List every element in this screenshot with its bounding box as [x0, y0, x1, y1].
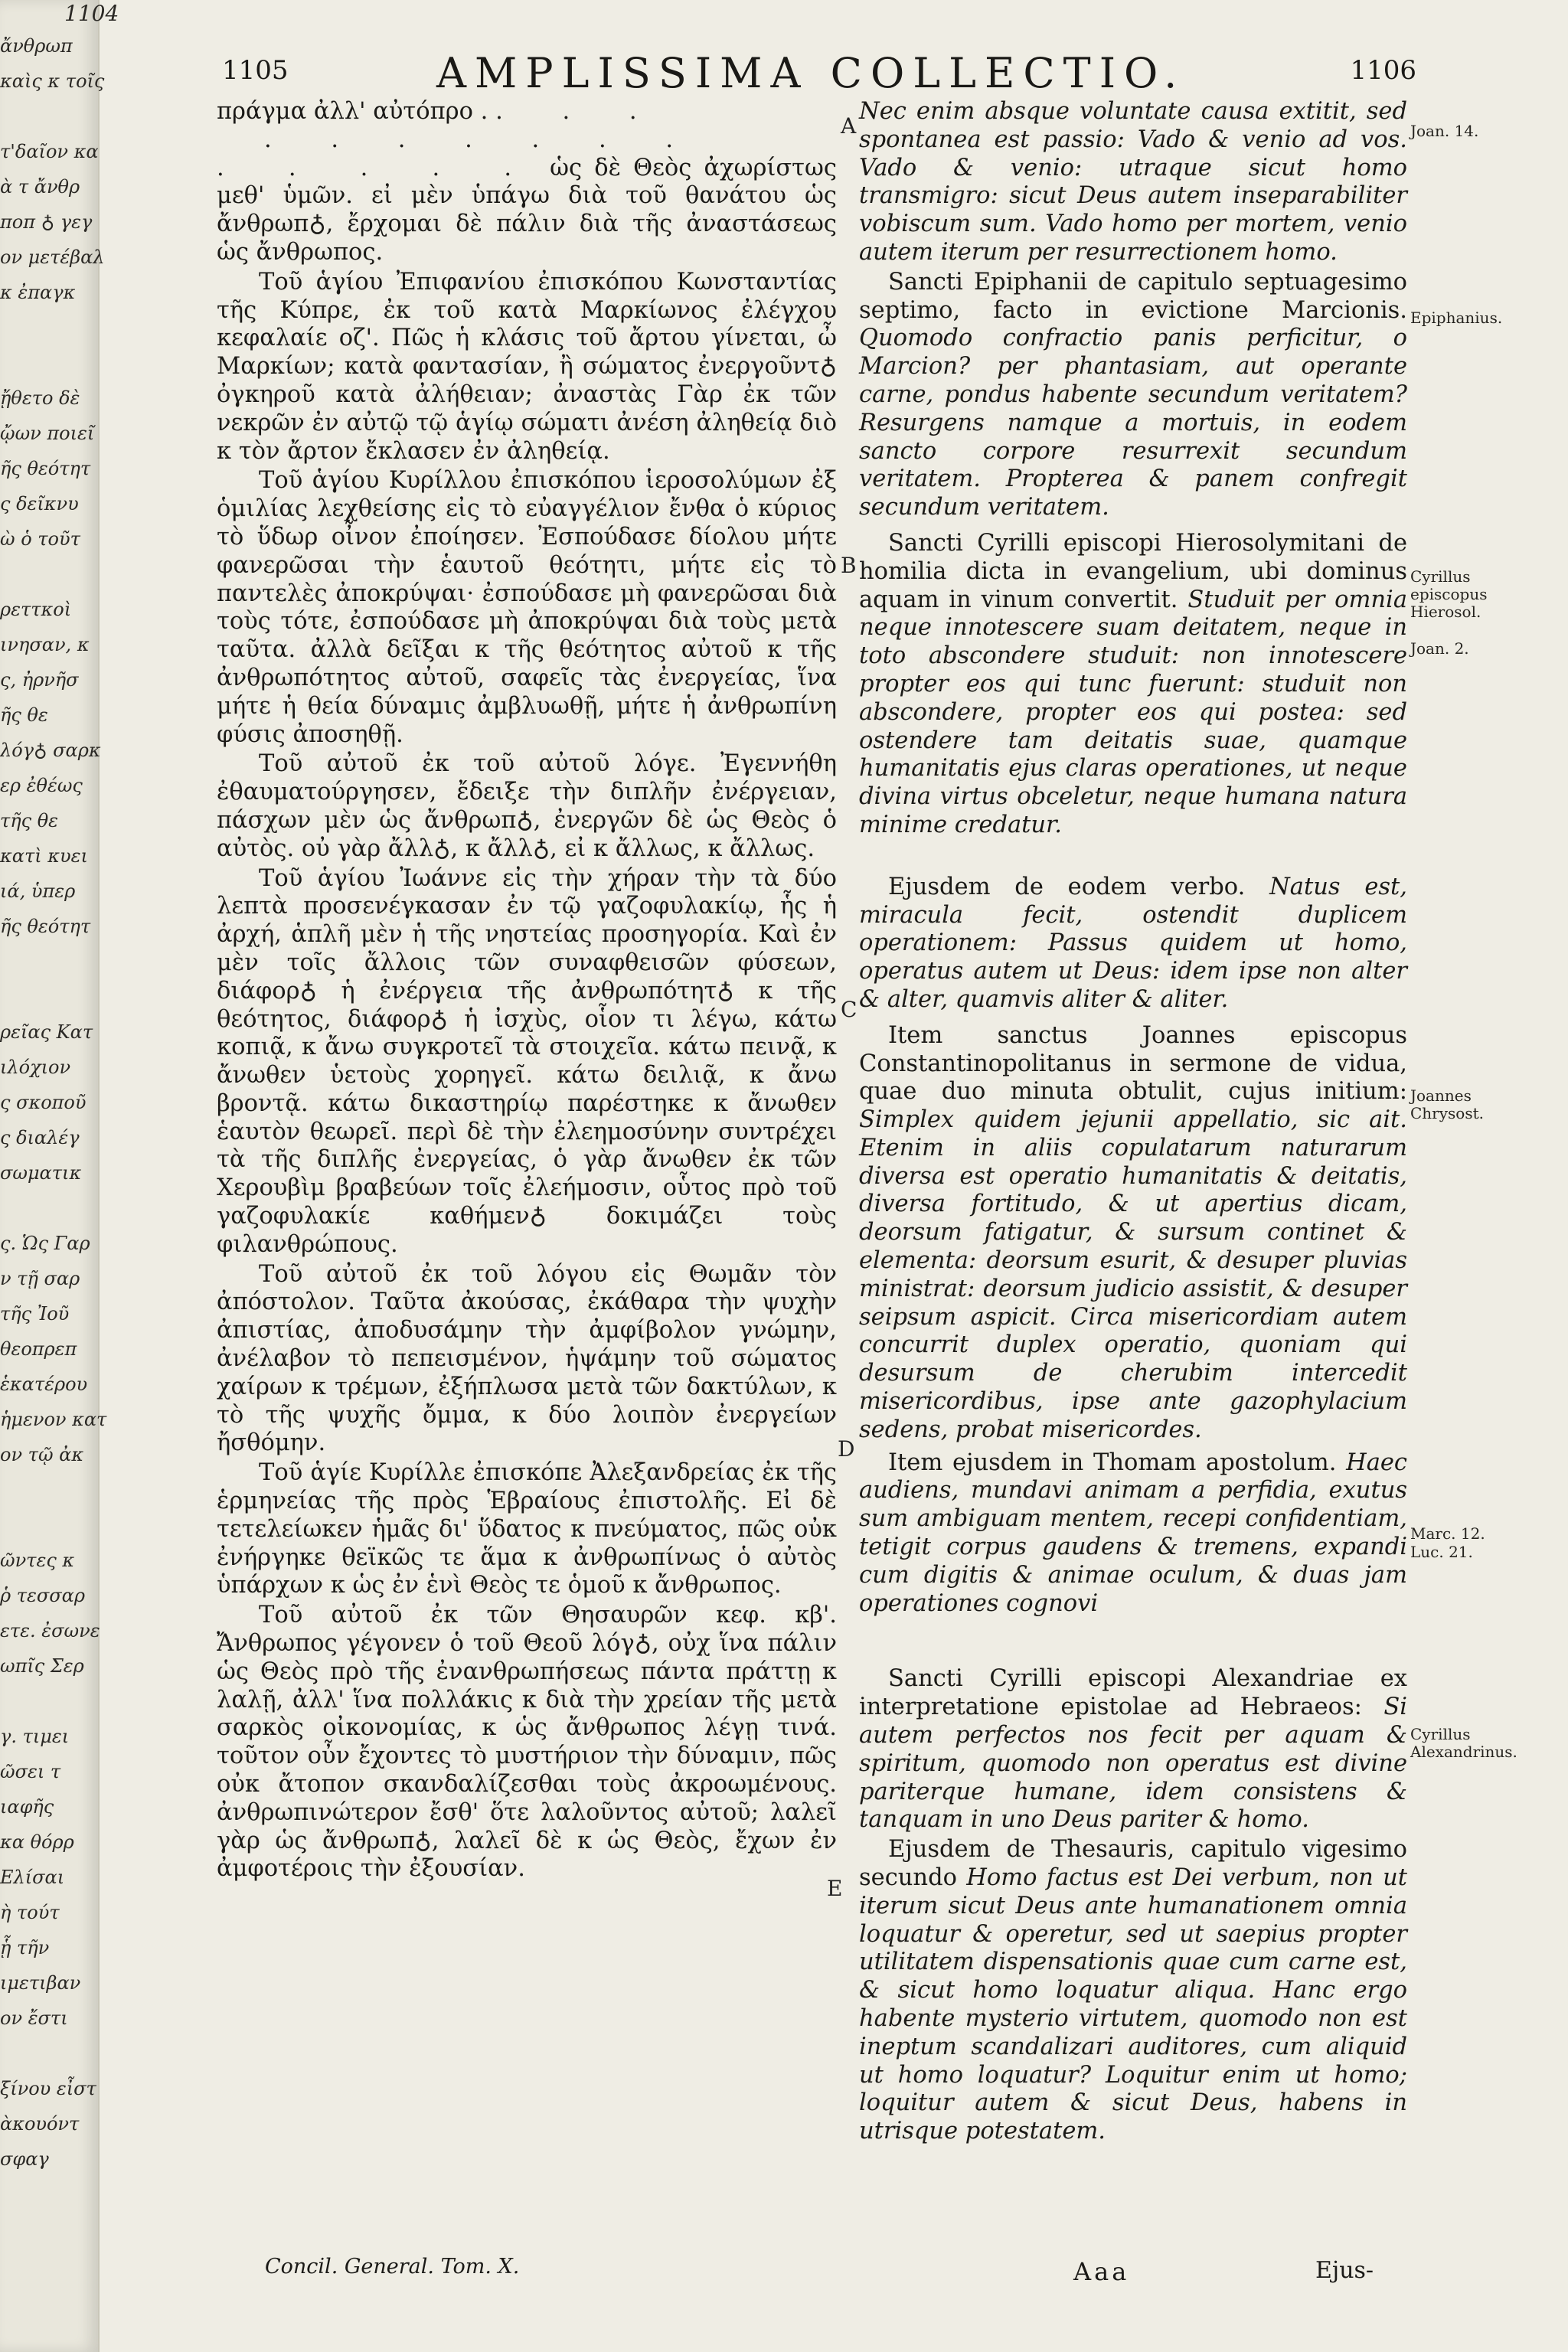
latin-lead: Sancti Cyrilli episcopi Hierosolymitani de homilia dicta in evangelium, ubi dominus aquam in vinum convertit.: [859, 529, 1407, 613]
prev-page-fragment: [0, 2040, 98, 2075]
margin-note-joan14: Joan. 14.: [1410, 122, 1479, 140]
greek-paragraph-same-word: Τοῦ αὐτοῦ ἐκ τοῦ αὐτοῦ λόγε. Ἐγεννήθη ἐθαυματούργησεν, ἔδειξε τὴν διπλῆν ἐνέργειαν, πάσχων μὲν ὡς ἄνθρωπ♁, ἐνεργῶν δὲ ὡς Θεὸς ὁ αὐτὸς. οὐ γὰρ ἄλλ♁, κ ἄλλ♁, εἰ κ ἄλλως, κ ἄλλως.: [217, 750, 837, 862]
greek-paragraph-thomas: Τοῦ αὐτοῦ ἐκ τοῦ λόγου εἰς Θωμᾶν τὸν ἀπόστολον. Ταῦτα ἀκούσας, ἐκάθαρα τὴν ψυχὴν ἀπιστίας, ἀποδυσάμην τὴν ἀμφίβολον γνώμην, ἀνέλαβον τὸ πεπεισμένον, ἡψάμην τοῦ σώματος χαίρων κ τρέμων, ἐξήπλωσα μετὰ τῶν δακτύλων, κ τὸ τῆς ψυχῆς ὄμμα, κ δύο λοιπὸν ἐνεργείων ἤσθόμην.: [217, 1260, 837, 1457]
prev-page-fragment: θεοπρεπ: [0, 1338, 77, 1360]
prev-page-fragment: [0, 1687, 98, 1723]
latin-lead: Item ejusdem in Thomam apostolum.: [888, 1449, 1337, 1476]
greek-line-text: πράγμα ἀλλ' αὐτόπρο .: [217, 98, 488, 125]
prev-page-fragment: ῆς θε: [0, 704, 48, 726]
prev-page-fragment: ῥ τεσσαρ: [0, 1585, 85, 1606]
latin-text: Simplex quidem jejunii appellatio, sic ait. Etenim in aliis copulatarum naturarum diversa est operatio humanitatis & deitatis, diversa fortitudo, & ut apertius dicam, deorsum fatigatur, & sursum continet & elementa: deorsum esurit, & desuper pluvias ministrat: deorsum judicio assistit, & desuper seipsum aspicit. Circa misericordiam autem concurrit duplex operatio, quoniam qui desursum de cherubim intercedit misericordibus, ipse ante gazophylacium sedens, probat misericordes.: [859, 1106, 1407, 1443]
latin-text: Studuit per omnia neque innotescere suam deitatem, neque in toto abscondere studuit: non innotescere propter eos qui tunc fuerunt: studuit non abscondere, propter eos qui postea: sed ostendere tam deitatis suae, quamque humanitatis ejus claras operationes, ut neque divina virtus obceletur, neque humana natura minime credatur.: [859, 586, 1407, 838]
prev-page-fragment: ᾤων ποιεῖ: [0, 423, 95, 444]
latin-paragraph-cyril-alex: [859, 1665, 1407, 1834]
latin-paragraph-0: Nec enim absque voluntate causa extitit, sed spontanea est passio: Vado & venio ad vos. Vado & venio: utraque sicut homo transmigro: sicut Deus autem inseparabiliter vobiscum sum. Vado homo per mortem, venio autem iterum per resurrectionem homo.: [859, 98, 1407, 266]
prev-page-fragment: σφαγ: [0, 2148, 49, 2170]
prev-page-fragment: ς, ἠρνῆσ: [0, 669, 79, 691]
prev-page-fragment: ερ ἐθέως: [0, 775, 83, 796]
prev-page-fragment: [0, 103, 98, 138]
prev-page-fragment: ὼ ὁ τοῦτ: [0, 528, 80, 550]
section-letter-c: C: [841, 997, 858, 1022]
greek-column: [217, 98, 837, 1883]
greek-paragraph-0: [217, 155, 837, 267]
latin-column: [859, 98, 1407, 2146]
latin-text: Haec audiens, mundavi animam a perfidia, exutus sum ambiguam mentem, recepi confidentiam, tetigit corpus gaudens & tremens, expandi cum digitis & animae oculum, & duas jam operationes cognovi: [859, 1449, 1408, 1617]
greek-paragraph-cyril-hier: Τοῦ ἁγίου Κυρίλλου ἐπισκόπου ἱεροσολύμων ἐξ ὁμιλίας λεχθείσης εἰς τὸ εὐαγγέλιον ἔνθα ὁ κύριος τὸ ὕδωρ οἶνον ἐποίησεν. Ἐσπούδασε δίολου μήτε φανερῶσαι τὴν ἑαυτοῦ θεότητι, μήτε εἰς τὸ παντελὲς ἀποκρύψαι· ἐσπούδασε μὴ φανερῶσαι διὰ τοὺς τότε, ἐσπούδασε μὴ ἀποκρύψαι διὰ τοὺς μετὰ ταῦτα. ἀλλὰ δεῖξαι κ τῆς θεότητος αὐτοῦ κ τῆς ἀνθρωπότητος αὐτοῦ, σαφεῖς τὰς ἐνεργείας, ἵνα μήτε ἡ θεία δύναμις ἀμβλυωθῇ, μήτε ἡ ἀνθρωπίνη φύσις ἀποσηθῇ.: [217, 467, 837, 748]
prev-page-fragment: ιά, ὑπερ: [0, 880, 76, 902]
previous-page-edge: [0, 0, 119, 2352]
latin-paragraph-thesauri: [859, 1836, 1407, 2146]
margin-note-joannes-chrys: Joannes Chrysost.: [1410, 1086, 1485, 1122]
latin-lead: Ejusdem de Thesauris, capitulo vigesimo secundo: [859, 1836, 1407, 1892]
prev-page-fragment: ς δεῖκνυ: [0, 493, 79, 514]
prev-page-fragment: ον ἔστι: [0, 2007, 68, 2029]
latin-paragraph-chrysostom: [859, 1022, 1407, 1445]
section-letter-a: A: [841, 113, 857, 139]
prev-page-number: 1104: [64, 1, 119, 26]
prev-page-fragment: [0, 1476, 98, 1511]
latin-text: Quomodo confractio panis perficitur, o Marcion? per phantasiam, aut operante carne, pondus habente secundum veritatem? Resurgens namque a mortuis, in eodem sancto corpore resurrexit secundum veritatem. Propterea & panem confregit secundum veritatem.: [859, 325, 1407, 521]
ellipsis-dots: . . .: [495, 98, 663, 125]
latin-text: Homo factus est Dei verbum, non ut iterum sicut Deus ante humanationem omnia loquatur & operetur, sed ut saepius propter utilitatem dispensationis quae cum carne est, & sicut homo loquatur aliqua. Hanc ergo habente mysterio virtutem, quomodo non est ineptum scandalizari auditores, cum aliquid ut homo loquatur? Loquitur enim ut homo; loquitur autem & sicut Deus, habens in utrisque potestatem.: [859, 1864, 1407, 2145]
prev-page-fragment: [0, 314, 98, 349]
prev-page-fragment: ς διαλέγ: [0, 1127, 80, 1148]
footer-volume: Concil. General. Tom. X.: [265, 2255, 520, 2278]
right-page-number: 1106: [1350, 55, 1416, 86]
margin-note-marc: Marc. 12.: [1410, 1524, 1485, 1543]
prev-page-fragment: ν τῇ σαρ: [0, 1268, 80, 1289]
prev-page-fragment: ᾔθετο δὲ: [0, 387, 80, 409]
greek-text: ὡς δὲ Θεὸς ἀχωρίστως μεθ' ὑμῶν. εἰ μὲν ὑπάγω διὰ τοῦ θανάτου ὡς ἄνθρωπ♁, ἔρχομαι δὲ πάλιν διὰ τῆς ἀναστάσεως ὡς ἄνθρωπος.: [217, 154, 837, 266]
greek-paragraph-chrysostom: Τοῦ ἁγίου Ἰωάννε εἰς τὴν χήραν τὴν τὰ δύο λεπτὰ προσενέγκασαν ἐν τῷ γαζοφυλακίῳ, ἧς ἡ ἀρχή, ἁπλῆ μὲν ἡ τῆς νηστείας προσηγορία. Καὶ ἐν μὲν τοῖς ἄλλοις τῶν συναφθεισῶν φύσεων, διάφορ♁ ἡ ἐνέργεια τῆς ἀνθρωπότητ♁ κ τῆς θεότητος, διάφορ♁ ἡ ἰσχὺς, οἷον τι λέγω, κάτω κοπιᾷ, κ ἄνω συγκροτεῖ τὰ στοιχεῖα. κάτω πεινᾷ, κ ἄνωθεν ὑετοὺς χορηγεῖ. κάτω δειλιᾷ, κ ἄνω βροντᾷ. κάτω δικαστηρίῳ παρέστηκε κ ἄνωθεν ἑαυτὸν θεωρεῖ. περὶ δὲ τὴν ἐλεημοσύνην συντρέχει τὰ τῆς διπλῆς ἐνεργείας, ὁ γὰρ ἄνωθεν ἐκ τῶν Χερουβὶμ βραβεύων τοῖς ἐλεήμοσιν, οὗτος πρὸ τοῦ γαζοφυλακίε καθήμεν♁ δοκιμάζει τοὺς φιλανθρώπους.: [217, 864, 837, 1258]
prev-page-fragment: ρεττκοὶ: [0, 599, 72, 620]
signature-mark: Aaa: [1073, 2257, 1130, 2286]
prev-page-fragment: ὰκουόντ: [0, 2113, 80, 2135]
prev-page-fragment: ῆς θεότητ: [0, 916, 91, 937]
latin-paragraph-same-word: [859, 874, 1407, 1014]
greek-paragraph-thesauri: Τοῦ αὐτοῦ ἐκ τῶν Θησαυρῶν κεφ. κβ'. Ἄνθρωπος γέγονεν ὁ τοῦ Θεοῦ λόγ♁, οὐχ ἵνα πάλιν ὡς Θεὸς πρὸ τῆς ἐνανθρωπήσεως πάντα πράττῃ κ λαλῇ, ἀλλ' ἵνα πολλάκις κ διὰ τὴν χρείαν τῆς μετὰ σαρκὸς οἰκονομίας, κ ὡς ἄνθρωπος λέγῃ τινά. τοῦτον οὖν ἔχοντες τὸ μυστήριον τὴν δύναμιν, πῶς οὐκ ἄτοπον σκανδαλίζεσθαι τοὺς ἀκροωμένους. ἀνθρωπινώτερον ἔσθ' ὅτε λαλοῦντος αὐτοῦ; λαλεῖ γὰρ ὡς ἄνθρωπ♁, λαλεῖ δὲ κ ὡς Θεὸς, ἔχων ἐν ἀμφοτέροις τὴν ἐξουσίαν.: [217, 1602, 837, 1883]
prev-page-fragment: ξίνου εἶστ: [0, 2078, 96, 2099]
catchword: Ejus-: [1315, 2257, 1374, 2284]
prev-page-fragment: ἄνθρωπ: [0, 35, 73, 57]
margin-note-luc: Luc. 21.: [1410, 1543, 1473, 1561]
running-title: AMPLISSIMA COLLECTIO.: [436, 49, 1186, 97]
margin-note-joan2: Joan. 2.: [1410, 639, 1469, 658]
prev-page-fragment: κ ἐπαγκ: [0, 282, 76, 303]
prev-page-fragment: [0, 349, 98, 384]
section-letter-b: B: [841, 553, 857, 578]
prev-page-fragment: ινησαν, κ: [0, 634, 90, 655]
prev-page-fragment: [0, 560, 98, 596]
prev-page-fragment: [0, 983, 98, 1018]
greek-paragraph-epiphanius: Τοῦ ἁγίου Ἐπιφανίου ἐπισκόπου Κωνσταντίας τῆς Κύπρε, ἐκ τοῦ κατὰ Μαρκίωνος ἐλέγχου κεφαλαίε οζ'. Πῶς ἡ κλάσις τοῦ ἄρτου γίνεται, ὦ Μαρκίων; κατὰ φαντασίαν, ἢ σώματος ἐνεργοῦντ♁ ὀγκηροῦ κατὰ ἀλήθειαν; ἀναστὰς Γὰρ ἐκ τῶν νεκρῶν ἐν αὐτῷ τῷ ἁγίῳ σώματι ἀνέση ἀληθείᾳ διὸ κ τὸν ἄρτον ἔκλασεν ἐν ἀληθείᾳ.: [217, 268, 837, 465]
prev-page-fragment: ιμετιβαν: [0, 1972, 81, 1994]
latin-text: Natus est, miracula fecit, ostendit duplicem operationem: Passus quidem ut homo, operatus autem ut Deus: idem ipse non alter & alter, quamvis aliter & aliter.: [859, 873, 1407, 1013]
prev-page-fragment: ῶσει τ: [0, 1761, 61, 1782]
prev-page-fragment: ετε. ἐσωνε: [0, 1620, 100, 1642]
section-letter-d: D: [838, 1436, 855, 1462]
latin-lead: Sancti Epiphanii de capitulo septuagesimo septimo, facto in evictione Marcionis.: [859, 268, 1407, 324]
prev-page-fragment: τῆς θε: [0, 810, 59, 831]
prev-page-fragment: ὴ τούτ: [0, 1902, 60, 1923]
prev-page-fragment: ἡμενον κατ: [0, 1409, 107, 1430]
prev-page-fragment: ῶντες κ: [0, 1550, 75, 1571]
prev-page-fragment: ιλόχιον: [0, 1057, 71, 1078]
prev-page-fragment: καὶς κ τοῖς: [0, 70, 105, 92]
latin-lead: Ejusdem de eodem verbo.: [888, 873, 1246, 900]
prev-page-fragment: σωματικ: [0, 1162, 82, 1184]
prev-page-fragment: ον μετέβαλ: [0, 247, 105, 268]
prev-page-fragment: [0, 1511, 98, 1547]
ellipsis-dots: . . . . .: [217, 154, 538, 181]
page-header: [222, 49, 1416, 95]
margin-note-epiphanius: Epiphanius.: [1410, 309, 1503, 327]
prev-page-fragment: ῆς θεότητ: [0, 458, 91, 479]
latin-lead: Sancti Cyrilli episcopi Alexandriae ex interpretatione epistolae ad Hebraeos:: [859, 1665, 1407, 1721]
prev-page-fragment: ιαφῆς: [0, 1796, 54, 1818]
prev-page-fragment: ποπ ♁ γεγ: [0, 211, 93, 233]
prev-page-fragment: τ'δαῖον κα: [0, 141, 99, 162]
prev-page-fragment: ωπῖς Σερ: [0, 1655, 84, 1677]
prev-page-fragment: τῆς Ἰοῦ: [0, 1303, 70, 1325]
prev-page-fragment: ς σκοποῦ: [0, 1092, 87, 1113]
ellipsis-dots-row: . . . . . . .: [264, 126, 700, 153]
section-letter-e: E: [827, 1876, 843, 1901]
prev-page-fragment: ς. Ὡς Γαρ: [0, 1233, 90, 1254]
prev-page-fragment: γ. τιμει: [0, 1726, 70, 1747]
greek-opening-line: [217, 98, 837, 126]
prev-page-fragment: ἑκατέρου: [0, 1374, 88, 1395]
prev-page-fragment: ὰ τ ἄνθρ: [0, 176, 80, 198]
prev-page-fragment: κατὶ κυει: [0, 845, 88, 867]
margin-note-cyrillus-alex: Cyrillus Alexandrinus.: [1410, 1725, 1517, 1761]
latin-paragraph-thomas: [859, 1449, 1407, 1619]
prev-page-fragment: [0, 948, 98, 983]
prev-page-fragment: ᾗ τῆν: [0, 1937, 50, 1958]
latin-paragraph-epiphanius: [859, 269, 1407, 522]
latin-paragraph-cyril-hier: [859, 530, 1407, 840]
prev-page-fragment: ρεῖας Κατ: [0, 1021, 93, 1043]
prev-page-fragment: Ελίσαι: [0, 1867, 65, 1888]
margin-note-cyrillus-hier: Cyrillus episcopus Hierosol.: [1410, 567, 1488, 621]
latin-lead: Item sanctus Joannes episcopus Constantinopolitanus in sermone de vidua, quae duo minuta obtulit, cujus initium:: [859, 1021, 1407, 1106]
greek-paragraph-cyril-alex: Τοῦ ἁγίε Κυρίλλε ἐπισκόπε Ἀλεξανδρείας ἐκ τῆς ἑρμηνείας τῆς πρὸς Ἑβραίους ἐπιστολῆς. Εἰ δὲ τετελείωκεν ἡμᾶς δι' ὕδατος κ πνεύματος, πῶς οὐκ ἐνήργηκε θεϊκῶς τε ἅμα κ ἀνθρωπίνως ὁ αὐτὸς ὑπάρχων κ ὡς ἐν ἑνὶ Θεὸς τε ὁμοῦ κ ἄνθρωπος.: [217, 1459, 837, 1599]
prev-page-fragment: [0, 1194, 98, 1230]
prev-page-fragment: λόγ♁ σαρκ: [0, 740, 101, 761]
prev-page-fragment: κα θόρρ: [0, 1831, 74, 1853]
left-page-number: 1105: [222, 55, 289, 86]
latin-text: Si autem perfectos nos fecit per aquam & spiritum, quomodo non operatus est divine pariterque humane, idem consistens & tanquam in uno Deus pariter & homo.: [859, 1694, 1407, 1834]
prev-page-fragment: ον τῷ ἀκ: [0, 1444, 84, 1465]
